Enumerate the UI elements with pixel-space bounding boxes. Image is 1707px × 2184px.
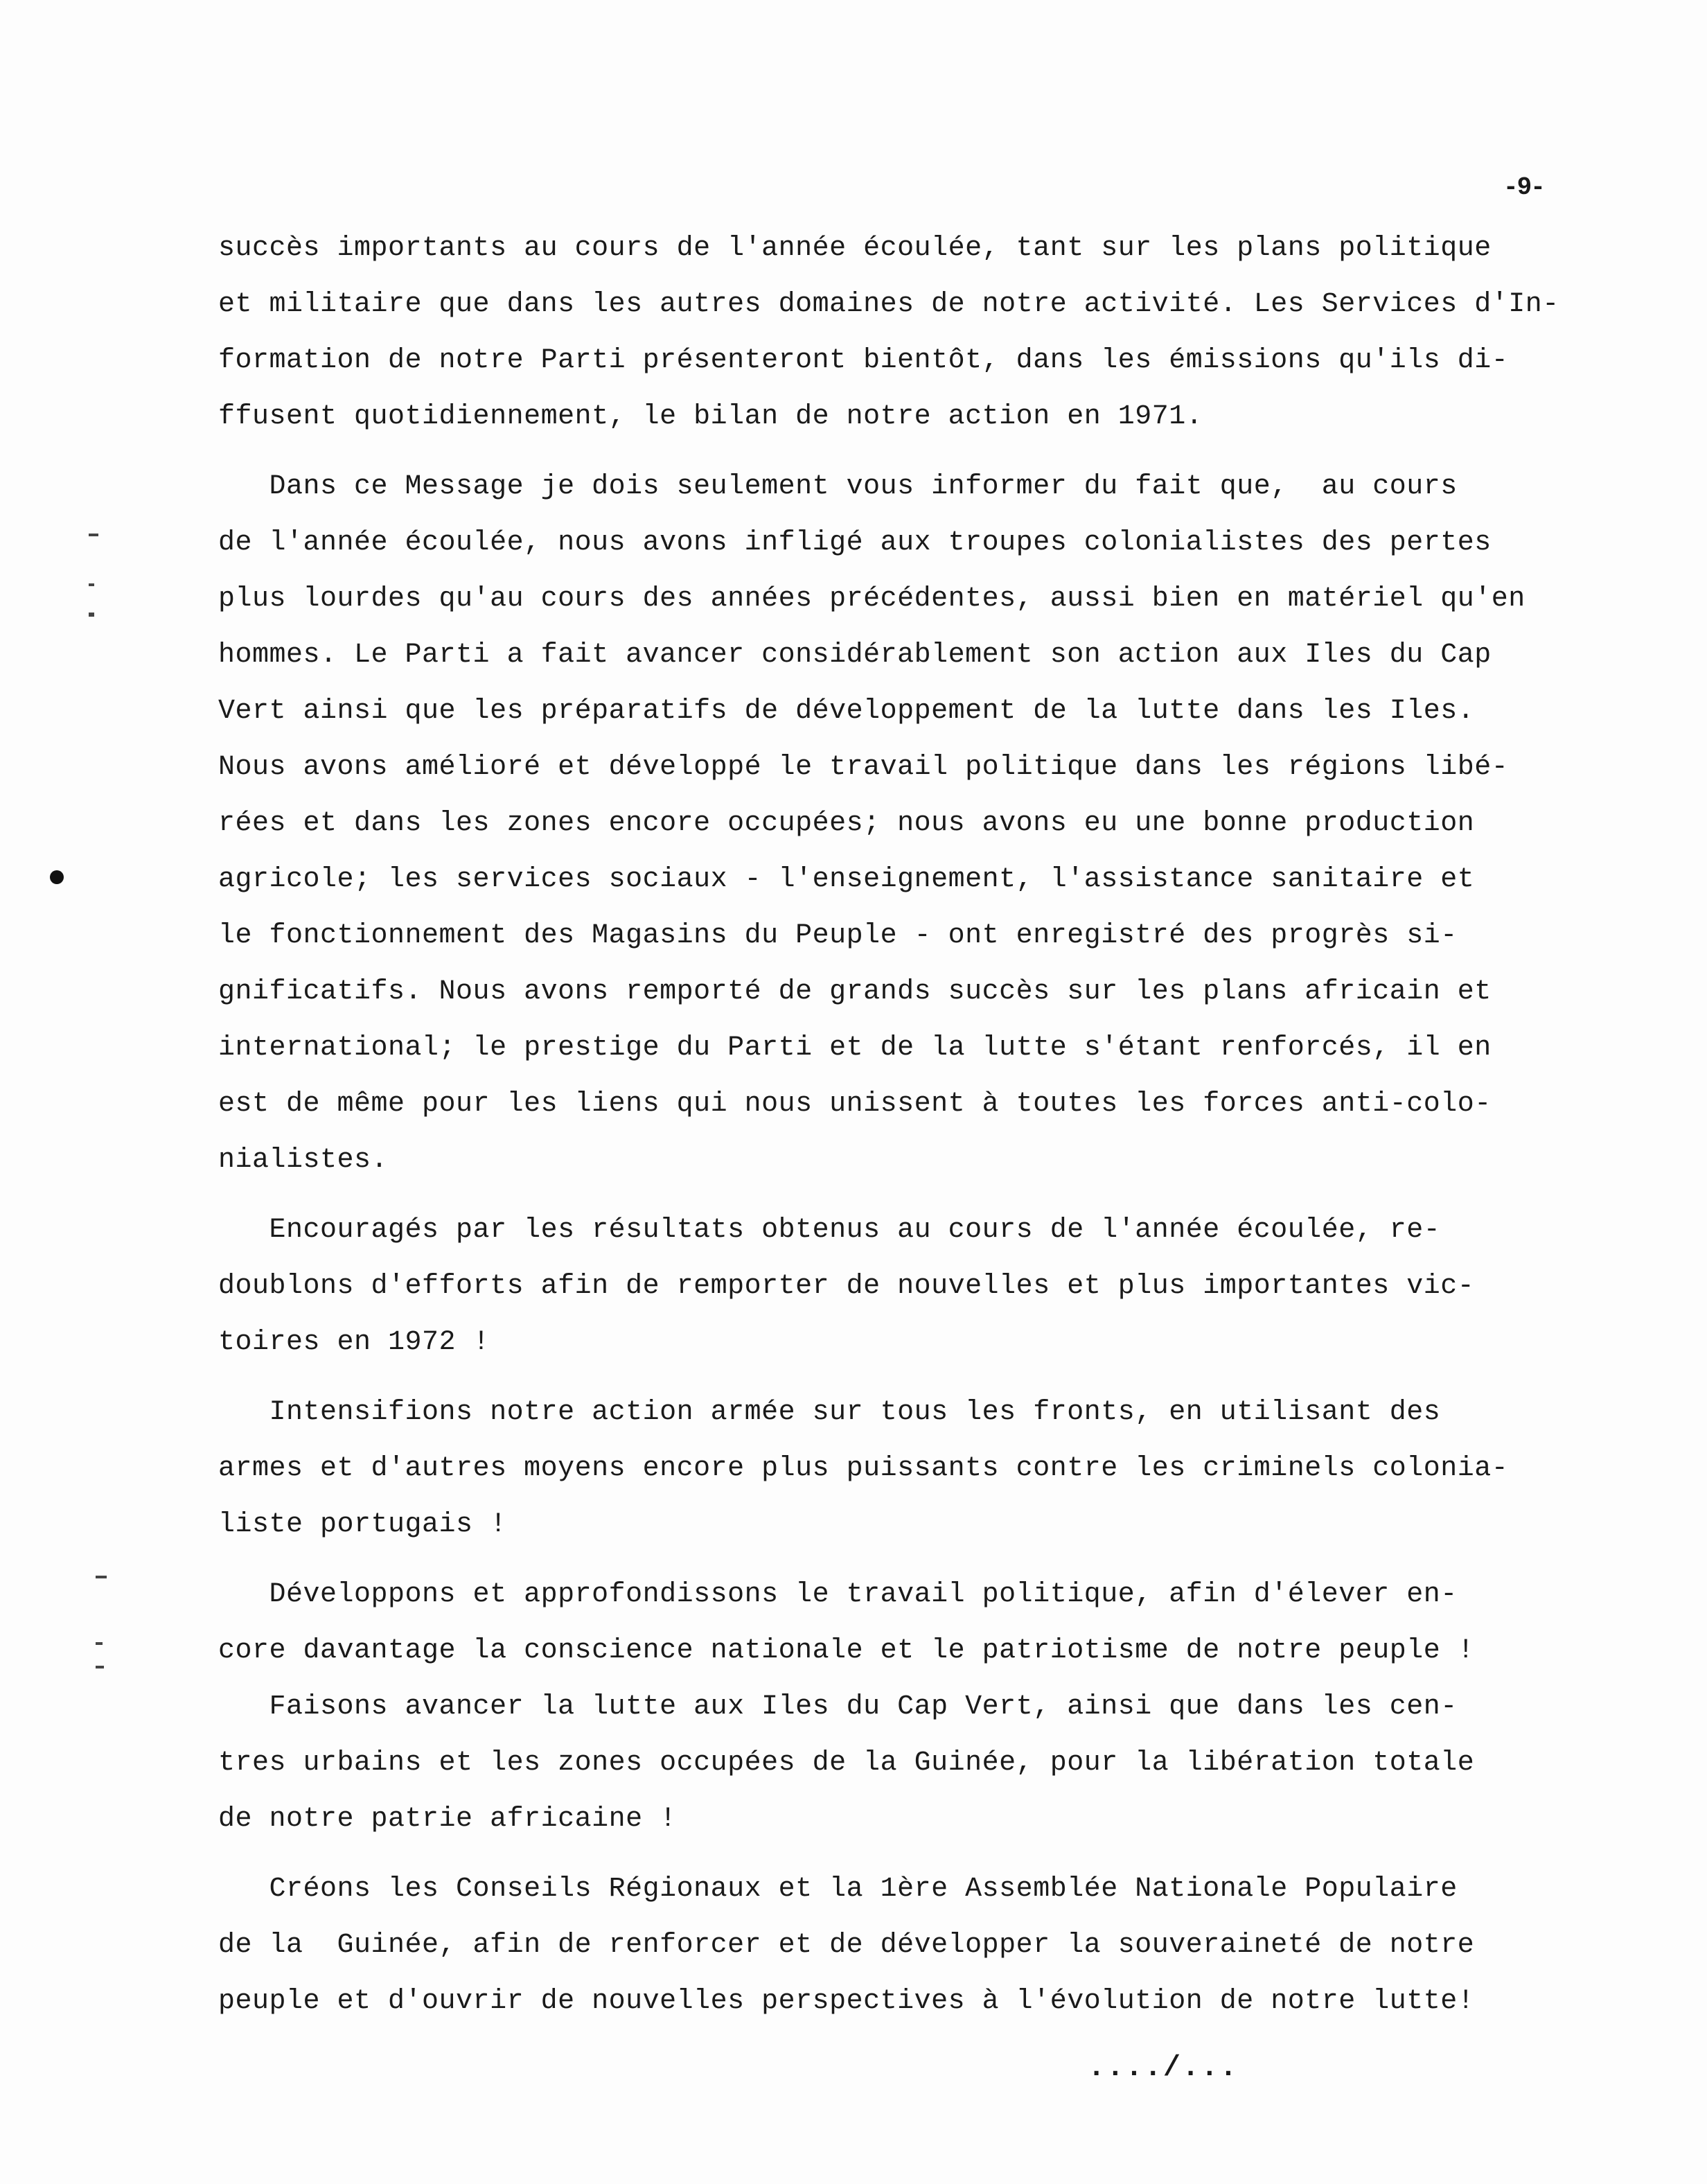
scan-mark — [96, 1642, 103, 1645]
paragraph-2 — [218, 459, 1548, 1188]
text-line: est de même pour les liens qui nous unissent à toutes les forces anti-colo- — [218, 1089, 1492, 1120]
text-line: et militaire que dans les autres domaines de notre activité. Les Services d'In- — [218, 289, 1559, 320]
text-line: armes et d'autres moyens encore plus puissants contre les criminels colonia- — [218, 1453, 1509, 1484]
paragraph-6 — [218, 1679, 1548, 1847]
paragraph-7 — [218, 1861, 1548, 2029]
text-line: le fonctionnement des Magasins du Peuple - ont enregistré des progrès si- — [218, 920, 1458, 951]
text-line: liste portugais ! — [218, 1509, 507, 1540]
text-line: Vert ainsi que les préparatifs de développement de la lutte dans les Iles. — [218, 696, 1475, 727]
text-line: gnificatifs. Nous avons remporté de grands succès sur les plans africain et — [218, 976, 1492, 1007]
text-line: agricole; les services sociaux - l'enseignement, l'assistance sanitaire et — [218, 864, 1475, 895]
paragraph-3 — [218, 1202, 1548, 1371]
scan-mark — [89, 613, 94, 617]
text-line: doublons d'efforts afin de remporter de nouvelles et plus importantes vic- — [218, 1271, 1475, 1302]
scan-mark — [96, 1576, 107, 1578]
text-line: core davantage la conscience nationale et le patriotisme de notre peuple ! — [218, 1635, 1475, 1666]
text-line: rées et dans les zones encore occupées; nous avons eu une bonne production — [218, 808, 1475, 839]
continuation-mark: ..../... — [1088, 2051, 1239, 2084]
text-line: Développons et approfondissons le travail politique, afin d'élever en- — [218, 1579, 1458, 1610]
text-line: plus lourdes qu'au cours des années précédentes, aussi bien en matériel qu'en — [218, 583, 1525, 615]
text-line: de la Guinée, afin de renforcer et de développer la souveraineté de notre — [218, 1930, 1475, 1961]
text-line: Faisons avancer la lutte aux Iles du Cap Vert, ainsi que dans les cen- — [218, 1691, 1458, 1723]
page-number: -9- — [1503, 173, 1544, 202]
text-line: toires en 1972 ! — [218, 1327, 490, 1358]
scan-speck — [50, 870, 64, 884]
text-line: formation de notre Parti présenteront bientôt, dans les émissions qu'ils di- — [218, 345, 1509, 376]
letter-body — [218, 220, 1559, 2029]
scan-mark — [89, 583, 94, 586]
scan-mark — [96, 1666, 104, 1668]
text-line: Dans ce Message je dois seulement vous informer du fait que, au cours — [218, 471, 1458, 502]
text-line: succès importants au cours de l'année écoulée, tant sur les plans politique — [218, 233, 1492, 264]
text-line: Créons les Conseils Régionaux et la 1ère Assemblée Nationale Populaire — [218, 1874, 1458, 1905]
text-line: international; le prestige du Parti et de la lutte s'étant renforcés, il en — [218, 1032, 1492, 1064]
text-line: de l'année écoulée, nous avons infligé aux troupes colonialistes des pertes — [218, 527, 1492, 558]
text-line: Encouragés par les résultats obtenus au cours de l'année écoulée, re- — [218, 1215, 1441, 1246]
text-line: Nous avons amélioré et développé le travail politique dans les régions libé- — [218, 752, 1509, 783]
text-line: ffusent quotidiennement, le bilan de notre action en 1971. — [218, 401, 1203, 432]
text-line: peuple et d'ouvrir de nouvelles perspectives à l'évolution de notre lutte! — [218, 1986, 1475, 2017]
scan-mark — [89, 534, 98, 536]
paragraph-1 — [218, 220, 1559, 445]
paragraph-4 — [218, 1384, 1548, 1553]
text-line: hommes. Le Parti a fait avancer considérablement son action aux Iles du Cap — [218, 640, 1492, 671]
text-line: de notre patrie africaine ! — [218, 1804, 677, 1835]
text-line: Intensifions notre action armée sur tous les fronts, en utilisant des — [218, 1397, 1441, 1428]
text-line: tres urbains et les zones occupées de la Guinée, pour la libération totale — [218, 1747, 1475, 1779]
paragraph-5 — [218, 1567, 1548, 1679]
text-line: nialistes. — [218, 1145, 389, 1176]
